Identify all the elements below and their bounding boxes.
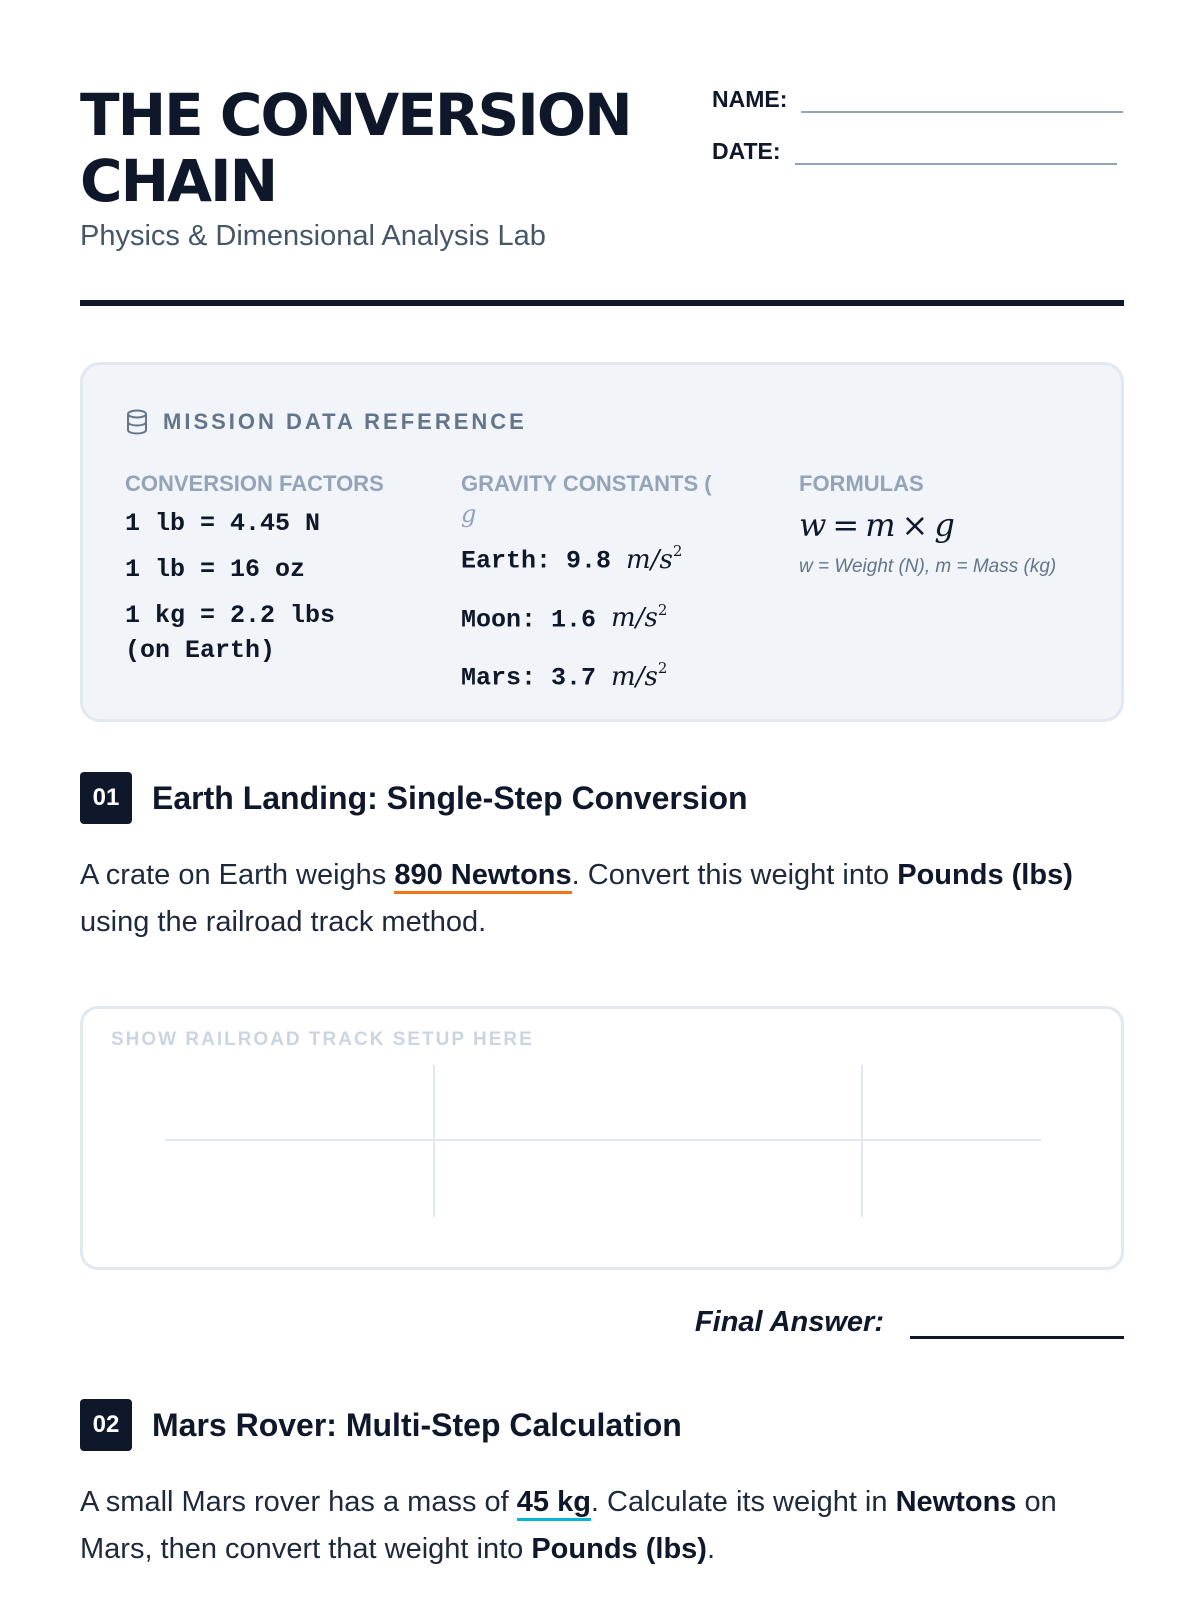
conversion-item: 1 lb = 4.45 N <box>125 509 321 538</box>
gravity-heading: GRAVITY CONSTANTS ( <box>461 471 712 496</box>
question-number-badge: 02 <box>80 1399 132 1451</box>
gravity-item-mars <box>461 646 761 703</box>
worksheet-page <box>80 0 1124 1600</box>
name-field[interactable] <box>712 86 1123 113</box>
database-icon <box>125 409 149 435</box>
date-field[interactable] <box>712 138 1117 165</box>
gravity-symbol: g <box>461 500 477 528</box>
conversion-item: 1 lb = 16 oz <box>125 555 306 584</box>
conversion-heading: CONVERSION FACTORS <box>125 471 384 496</box>
page-title: THE CONVERSION CHAIN <box>80 81 631 215</box>
weight-formula: w = m × g <box>799 506 955 544</box>
railroad-track-workspace[interactable] <box>80 1006 1124 1270</box>
final-answer-label: Final Answer: <box>694 1306 884 1338</box>
gravity-unit: $m/s^2$ <box>626 542 683 575</box>
final-answer-line[interactable] <box>910 1311 1124 1339</box>
gravity-constants <box>461 467 761 703</box>
reference-header <box>125 409 527 435</box>
formulas-heading: FORMULAS <box>799 471 924 496</box>
gravity-unit: $m/s^2$ <box>611 600 668 634</box>
header-divider <box>80 300 1124 306</box>
date-input-line[interactable] <box>795 141 1117 165</box>
question-1-header <box>80 772 748 824</box>
formula-note: w = Weight (N), m = Mass (kg) <box>799 556 1057 577</box>
workspace-label: SHOW RAILROAD TRACK SETUP HERE <box>111 1029 534 1050</box>
highlight-value: 890 Newtons <box>394 859 571 894</box>
mission-data-reference <box>80 362 1124 722</box>
question-2-text: A small Mars rover has a mass of 45 kg. Calculate its weight in Newtons on Mars, then convert that weight into Pounds (lbs). <box>80 1486 1057 1565</box>
question-2-header <box>80 1399 682 1451</box>
gravity-value: Moon: 1.6 <box>461 605 597 635</box>
railroad-track-horizontal <box>165 1139 1041 1141</box>
question-title: Earth Landing: Single-Step Conversion <box>152 779 748 816</box>
railroad-track-divider <box>861 1065 863 1217</box>
formulas <box>799 467 1069 580</box>
railroad-track-divider <box>433 1065 435 1217</box>
final-answer[interactable] <box>695 1306 1124 1339</box>
conversion-item: 1 kg = 2.2 lbs <box>125 601 336 630</box>
gravity-unit: $m/s^2$ <box>611 659 668 692</box>
conversion-item-note: (on Earth) <box>125 636 276 665</box>
gravity-item-moon <box>461 588 761 645</box>
name-input-line[interactable] <box>801 89 1123 113</box>
name-label: NAME: <box>712 86 788 112</box>
question-1-text: A crate on Earth weighs 890 Newtons. Convert this weight into Pounds (lbs) using the railroad track method. <box>80 859 1073 938</box>
gravity-value: Mars: 3.7 <box>461 663 597 693</box>
question-number-badge: 01 <box>80 772 132 824</box>
page-subtitle: Physics & Dimensional Analysis Lab <box>80 220 546 252</box>
gravity-value: Earth: 9.8 <box>461 546 612 576</box>
highlight-value: 45 kg <box>517 1486 591 1521</box>
reference-title: MISSION DATA REFERENCE <box>163 409 527 434</box>
conversion-factors <box>125 467 425 667</box>
question-title: Mars Rover: Multi-Step Calculation <box>152 1406 682 1443</box>
gravity-item-earth <box>461 529 761 586</box>
date-label: DATE: <box>712 138 781 164</box>
